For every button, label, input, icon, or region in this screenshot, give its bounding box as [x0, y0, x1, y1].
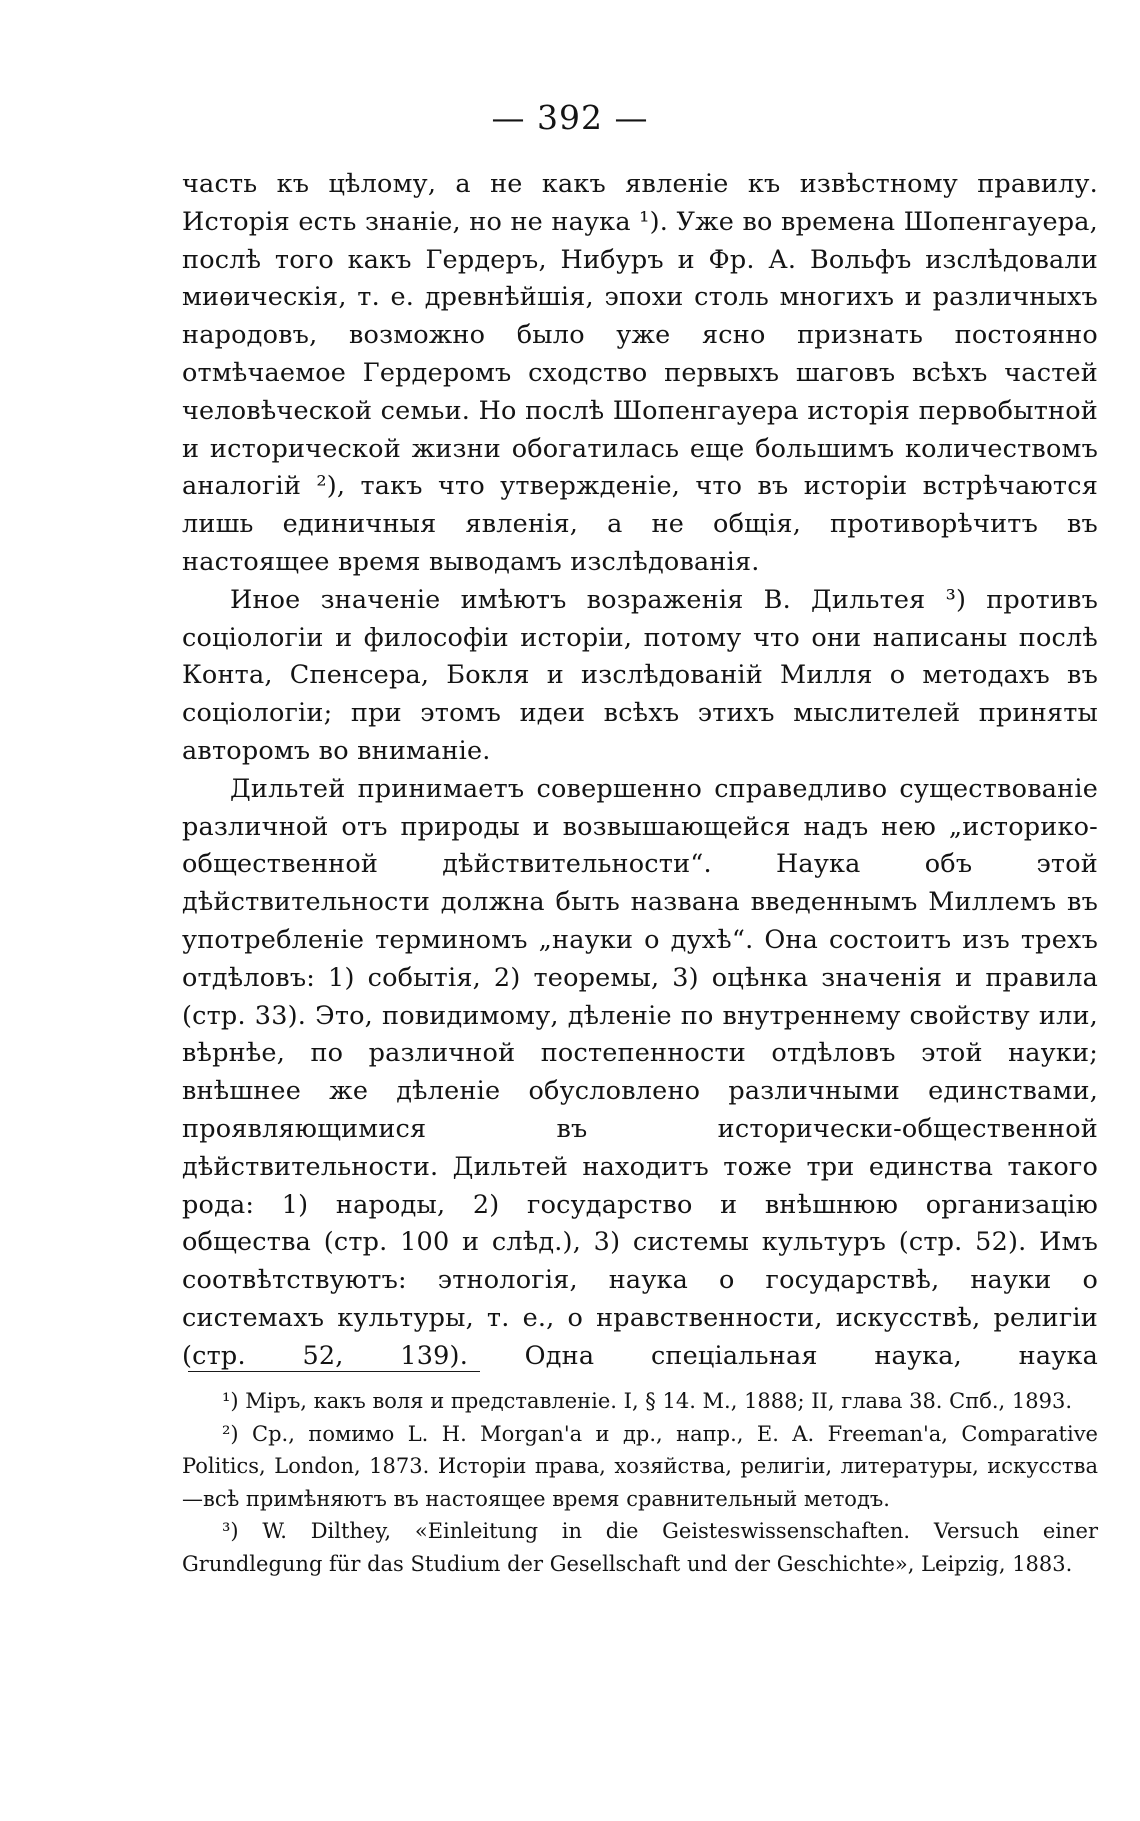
footnote-1: ¹) Міръ, какъ воля и представленіе. I, § 14. М., 1888; II, глава 38. Спб., 1893. [222, 1389, 1073, 1413]
footnote-2: ²) Ср., помимо L. H. Morgan'а и др., напр., E. A. Freeman'а, Comparative Politics, London, 1873. Исторіи права, хозяйства, религіи, литературы, искусства—всѣ примѣняютъ въ настоящее время сравнительный методъ. [182, 1421, 1098, 1511]
paragraph-1: часть къ цѣлому, а не какъ явленіе къ извѣстному правилу. Исторія есть знаніе, но не наука ¹). Уже во времена Шопенгауера, послѣ того какъ Гердеръ, Нибуръ и Фр. А. Вольфъ изслѣдовали миѳическія, т. е. древнѣйшія, эпохи столь многихъ и различныхъ народовъ, возможно было уже ясно признать постоянно отмѣчаемое Гердеромъ сходство первыхъ шаговъ всѣхъ частей человѣческой семьи. Но послѣ Шопенгауера исторія первобытной и исторической жизни обогатилась еще большимъ количествомъ аналогій ²), такъ что утвержденіе, что въ исторіи встрѣчаются лишь единичныя явленія, а не общія, противорѣчитъ въ настоящее время выводамъ изслѣдованія. [182, 169, 1098, 577]
page-number: — 392 — [491, 98, 649, 137]
paragraph-2: Иное значеніе имѣютъ возраженія В. Дильтея ³) противъ соціологіи и философіи исторіи, потому что они написаны послѣ Конта, Спенсера, Бокля и изслѣдованій Милля о методахъ въ соціологіи; при этомъ идеи всѣхъ этихъ мыслителей приняты авторомъ во вниманіе. [182, 584, 1098, 766]
footnotes [182, 1385, 1098, 1580]
body-text [182, 166, 1098, 1376]
footnote-divider [188, 1371, 480, 1372]
paragraph-3: Дильтей принимаетъ совершенно справедливо существованіе различной отъ природы и возвышающейся надъ нею „историко-общественной дѣйствительности“. Наука объ этой дѣйствительности должна быть названа введеннымъ Миллемъ въ употребленіе терминомъ „науки о духѣ“. Она состоитъ изъ трехъ отдѣловъ: 1) событія, 2) теоремы, 3) оцѣнка значенія и правила (стр. 33). Это, повидимому, дѣленіе по внутреннему свойству или, вѣрнѣе, по различной постепенности отдѣловъ этой науки; внѣшнее же дѣленіе обусловлено различными единствами, проявляющимися въ исторически-общественной дѣйствительности. Дильтей находитъ тоже три единства такого рода: 1) народы, 2) государство и внѣшнюю организацію общества (стр. 100 и слѣд.), 3) системы культуръ (стр. 52). Имъ соотвѣтствуютъ: этнологія, наука о государствѣ, науки о системахъ культуры, т. е., о нравственности, искусствѣ, религіи (стр. 52, 139). Одна спеціальная наука, наука [182, 773, 1098, 1371]
footnote-3: ³) W. Dilthey, «Einleitung in die Geisteswissenschaften. Versuch einer Grundlegung für das Studium der Gesellschaft und der Geschichte», Leipzig, 1883. [182, 1519, 1098, 1576]
